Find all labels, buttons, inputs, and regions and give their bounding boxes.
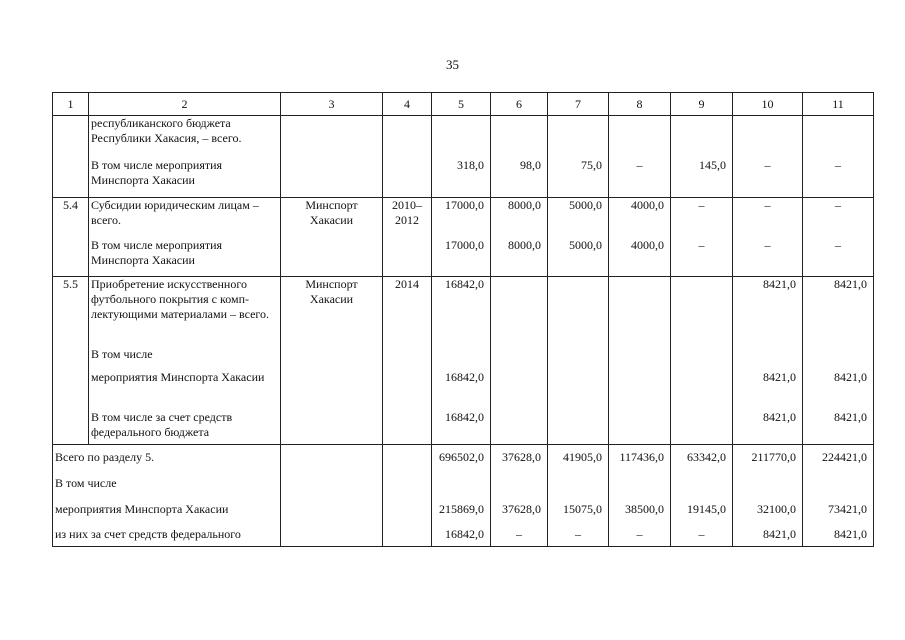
value-cell: 5000,0: [548, 238, 609, 277]
value-cell: –: [733, 158, 803, 198]
item-number-cell: [53, 116, 89, 158]
value-cell: 5000,0: [548, 198, 609, 238]
item-number-cell: [53, 347, 89, 370]
value-cell: 117436,0: [609, 445, 671, 471]
value-cell: 8000,0: [491, 198, 548, 238]
page-number: 35: [446, 57, 459, 72]
value-cell: [491, 347, 548, 370]
header-cell: 8: [609, 93, 671, 116]
item-number-cell: 5.5: [53, 277, 89, 347]
total-row: [53, 471, 874, 497]
value-cell: –: [671, 523, 733, 547]
empty-cell: [281, 523, 383, 547]
item-number-cell: [53, 370, 89, 410]
value-cell: 17000,0: [432, 198, 491, 238]
value-cell: [609, 370, 671, 410]
value-cell: –: [733, 198, 803, 238]
header-cell: 5: [432, 93, 491, 116]
period-cell: [383, 347, 432, 370]
value-cell: [548, 370, 609, 410]
period-cell: [383, 158, 432, 198]
value-cell: [548, 410, 609, 445]
value-cell: [548, 471, 609, 497]
value-cell: 8421,0: [733, 410, 803, 445]
value-cell: [548, 277, 609, 347]
executor-cell: Минспорт Хакасии: [281, 277, 383, 347]
description-cell: Приобретение искусственного футбольного покрытия с комп-лектующими материалами – всего.: [89, 277, 281, 347]
value-cell: [491, 116, 548, 158]
empty-cell: [383, 471, 432, 497]
value-cell: [803, 116, 874, 158]
value-cell: 37628,0: [491, 445, 548, 471]
executor-cell: Минспорт Хакасии: [281, 198, 383, 238]
header-cell: 10: [733, 93, 803, 116]
value-cell: [609, 116, 671, 158]
value-cell: –: [491, 523, 548, 547]
value-cell: 8421,0: [803, 370, 874, 410]
value-cell: 98,0: [491, 158, 548, 198]
item-number-cell: [53, 158, 89, 198]
value-cell: 16842,0: [432, 370, 491, 410]
executor-cell: [281, 410, 383, 445]
table-row: [53, 347, 874, 370]
empty-cell: [383, 523, 432, 547]
value-cell: 211770,0: [733, 445, 803, 471]
value-cell: 37628,0: [491, 497, 548, 523]
period-cell: [383, 370, 432, 410]
total-row: [53, 497, 874, 523]
value-cell: [609, 471, 671, 497]
description-cell: мероприятия Минспорта Хакасии: [89, 370, 281, 410]
value-cell: [491, 410, 548, 445]
value-cell: [432, 471, 491, 497]
table-row: [53, 277, 874, 347]
value-cell: 16842,0: [432, 277, 491, 347]
executor-cell: [281, 370, 383, 410]
value-cell: 75,0: [548, 158, 609, 198]
executor-cell: [281, 238, 383, 277]
value-cell: –: [803, 198, 874, 238]
total-label-cell: Всего по разделу 5.: [53, 445, 281, 471]
header-cell: 9: [671, 93, 733, 116]
value-cell: [803, 347, 874, 370]
table-row: [53, 158, 874, 198]
value-cell: [733, 471, 803, 497]
value-cell: –: [548, 523, 609, 547]
header-cell: 7: [548, 93, 609, 116]
value-cell: [548, 116, 609, 158]
value-cell: 318,0: [432, 158, 491, 198]
executor-cell: [281, 116, 383, 158]
description-cell: В том числе за счет средств федерального бюджета: [89, 410, 281, 445]
empty-cell: [281, 471, 383, 497]
table-header-row: [53, 93, 874, 116]
value-cell: 8421,0: [803, 277, 874, 347]
empty-cell: [281, 445, 383, 471]
empty-cell: [383, 497, 432, 523]
value-cell: 16842,0: [432, 523, 491, 547]
value-cell: 8421,0: [803, 523, 874, 547]
value-cell: [671, 471, 733, 497]
value-cell: [733, 116, 803, 158]
total-label-cell: из них за счет средств федерального: [53, 523, 281, 547]
value-cell: 8421,0: [803, 410, 874, 445]
header-cell: 1: [53, 93, 89, 116]
value-cell: 19145,0: [671, 497, 733, 523]
period-cell: [383, 238, 432, 277]
value-cell: –: [609, 158, 671, 198]
value-cell: –: [609, 523, 671, 547]
header-cell: 2: [89, 93, 281, 116]
value-cell: 696502,0: [432, 445, 491, 471]
value-cell: 8421,0: [733, 277, 803, 347]
value-cell: 15075,0: [548, 497, 609, 523]
description-cell: В том числе: [89, 347, 281, 370]
value-cell: 8000,0: [491, 238, 548, 277]
value-cell: [609, 347, 671, 370]
value-cell: [491, 277, 548, 347]
value-cell: –: [733, 238, 803, 277]
value-cell: 8421,0: [733, 523, 803, 547]
value-cell: 17000,0: [432, 238, 491, 277]
description-cell: В том числе мероприятия Минспорта Хакасии: [89, 238, 281, 277]
value-cell: [671, 370, 733, 410]
value-cell: 16842,0: [432, 410, 491, 445]
value-cell: 4000,0: [609, 238, 671, 277]
table-row: [53, 238, 874, 277]
value-cell: –: [671, 238, 733, 277]
value-cell: [609, 410, 671, 445]
value-cell: 73421,0: [803, 497, 874, 523]
value-cell: –: [803, 158, 874, 198]
total-label-cell: мероприятия Минспорта Хакасии: [53, 497, 281, 523]
period-cell: [383, 410, 432, 445]
value-cell: [671, 116, 733, 158]
empty-cell: [281, 497, 383, 523]
value-cell: [803, 471, 874, 497]
period-cell: [383, 116, 432, 158]
value-cell: [671, 410, 733, 445]
value-cell: [432, 116, 491, 158]
value-cell: [432, 347, 491, 370]
header-cell: 3: [281, 93, 383, 116]
item-number-cell: [53, 410, 89, 445]
table-row: [53, 410, 874, 445]
value-cell: 4000,0: [609, 198, 671, 238]
table-row: [53, 370, 874, 410]
value-cell: 38500,0: [609, 497, 671, 523]
table-row: [53, 198, 874, 238]
value-cell: 215869,0: [432, 497, 491, 523]
empty-cell: [383, 445, 432, 471]
item-number-cell: [53, 238, 89, 277]
value-cell: [671, 277, 733, 347]
value-cell: 63342,0: [671, 445, 733, 471]
value-cell: [733, 347, 803, 370]
table-row: [53, 116, 874, 158]
value-cell: 145,0: [671, 158, 733, 198]
value-cell: [548, 347, 609, 370]
value-cell: –: [671, 198, 733, 238]
value-cell: 32100,0: [733, 497, 803, 523]
description-cell: республиканского бюджета Республики Хакасия, – всего.: [89, 116, 281, 158]
description-cell: В том числе мероприятия Минспорта Хакасии: [89, 158, 281, 198]
value-cell: 224421,0: [803, 445, 874, 471]
period-cell: 2010–2012: [383, 198, 432, 238]
total-label-cell: В том числе: [53, 471, 281, 497]
header-cell: 11: [803, 93, 874, 116]
value-cell: –: [803, 238, 874, 277]
total-row: [53, 523, 874, 547]
item-number-cell: 5.4: [53, 198, 89, 238]
executor-cell: [281, 158, 383, 198]
value-cell: 8421,0: [733, 370, 803, 410]
value-cell: 41905,0: [548, 445, 609, 471]
description-cell: Субсидии юридическим лицам – всего.: [89, 198, 281, 238]
header-cell: 4: [383, 93, 432, 116]
value-cell: [491, 370, 548, 410]
executor-cell: [281, 347, 383, 370]
value-cell: [609, 277, 671, 347]
value-cell: [491, 471, 548, 497]
budget-table: [52, 92, 874, 547]
total-row: [53, 445, 874, 471]
period-cell: 2014: [383, 277, 432, 347]
value-cell: [671, 347, 733, 370]
header-cell: 6: [491, 93, 548, 116]
